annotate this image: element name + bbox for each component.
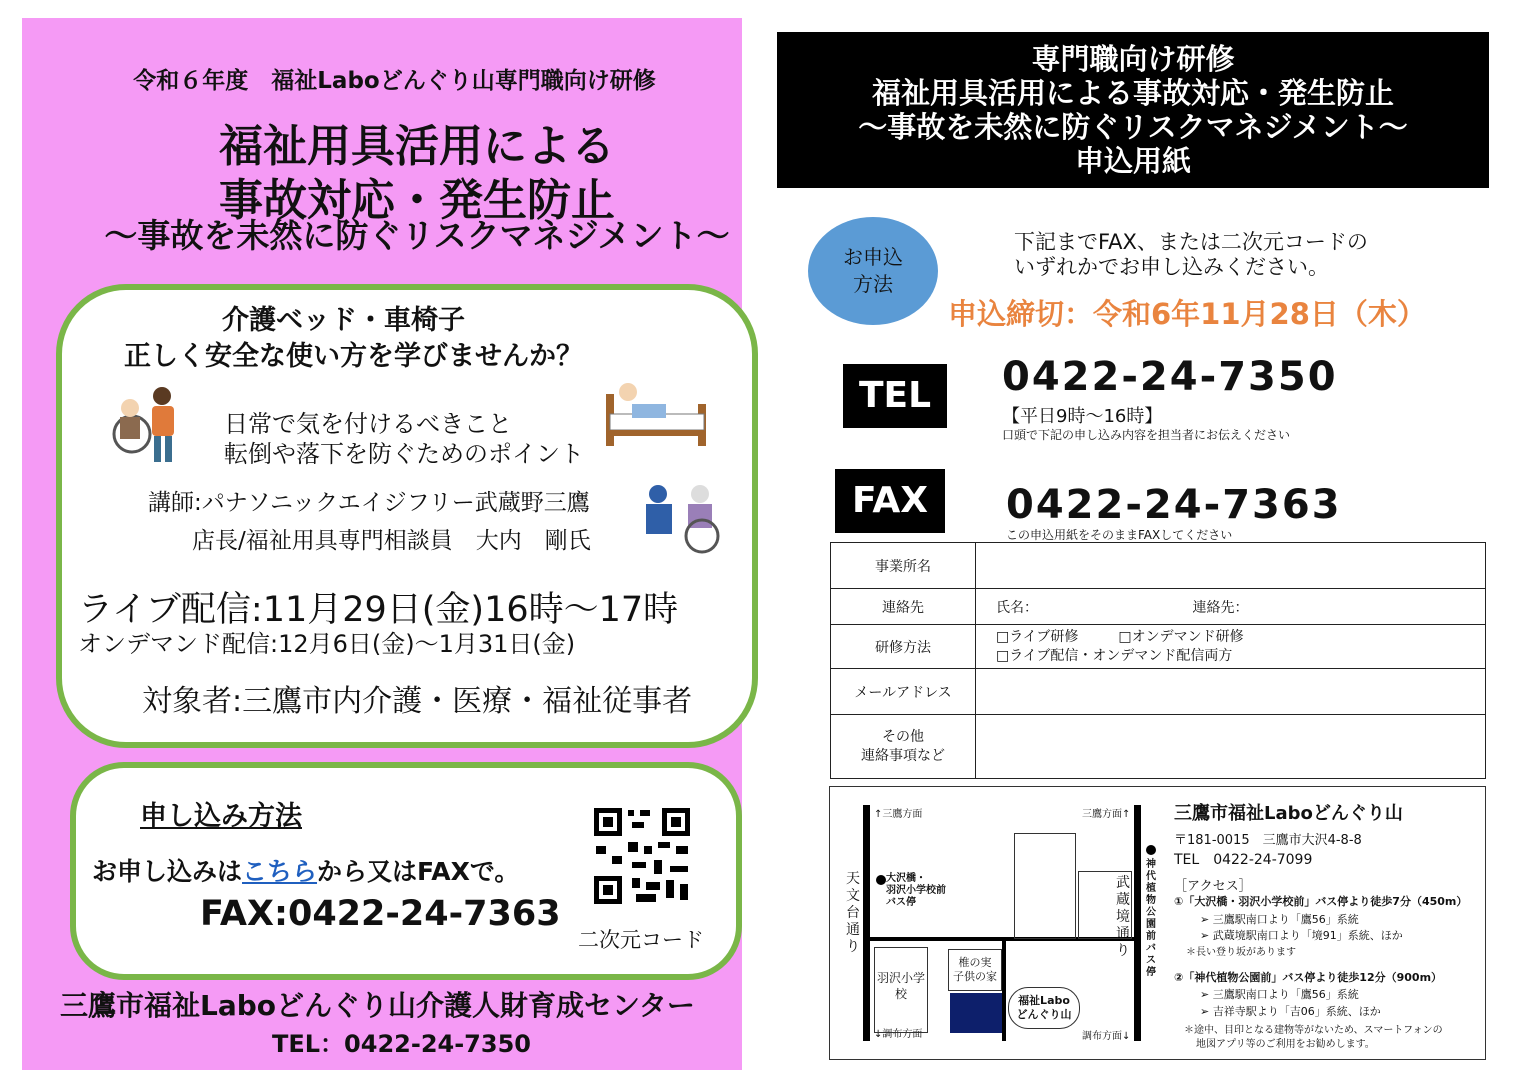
lecturer-line1: 講師:パナソニックエイジフリー武蔵野三鷹 xyxy=(148,490,590,516)
apply-fax: FAX:0422-24-7363 xyxy=(200,894,561,934)
form-header-line4: 申込用紙 xyxy=(1074,144,1191,178)
bus-stop-right-label: 神代植物公園前バス停 xyxy=(1146,859,1156,978)
tel-number: 0422-24-7350 xyxy=(1002,354,1338,400)
other-label xyxy=(831,715,976,779)
flyer-title-line1: 福祉用具活用による xyxy=(219,121,615,172)
map-note1: ＊途中、目印となる建物等がないため、スマートフォンの xyxy=(1184,1025,1443,1036)
apply-text xyxy=(92,852,519,888)
labo-label-bubble xyxy=(1008,987,1080,1029)
bus-stop-left-line1: 大沢橋・ xyxy=(886,873,926,884)
route1: ①「大沢橋・羽沢小学校前」バス停より徒歩7分（450m） xyxy=(1174,895,1468,908)
bottom-left-direction: ↓調布方面 xyxy=(874,1029,923,1040)
caregiver-wheelchair-illustration xyxy=(108,384,184,468)
school-label: 羽沢小学校 xyxy=(876,971,925,1001)
ondemand-schedule: オンデマンド配信:12月6日(金)～1月31日(金) xyxy=(78,630,576,658)
apply-prefix: お申し込みは xyxy=(92,857,243,886)
contact-input[interactable] xyxy=(976,589,1486,625)
bus-stop-left-line3: バス停 xyxy=(886,897,916,908)
apply-suffix: から又はFAXで。 xyxy=(317,857,520,886)
lecturer-line2: 店長/福祉用具専門相談員 大内 剛氏 xyxy=(192,528,591,554)
top-left-direction: ↑三鷹方面 xyxy=(874,809,923,820)
email-label: メールアドレス xyxy=(831,669,976,715)
deadline: 申込締切：令和6年11月28日（木） xyxy=(948,297,1426,331)
other-label-line1: その他 xyxy=(882,728,924,745)
contact-label: 連絡先 xyxy=(831,589,976,625)
map-postal: 〒181-0015 三鷹市大沢4-8-8 xyxy=(1174,833,1362,848)
form-header-line2: 福祉用具活用による事故対応・発生防止 xyxy=(871,76,1394,110)
repair-staff-illustration xyxy=(640,480,726,556)
point-1: 日常で気を付けるべきこと xyxy=(224,410,512,438)
method-text2: いずれかでお申し込みください。 xyxy=(1014,255,1329,279)
apply-method-box xyxy=(70,762,742,980)
bed-illustration xyxy=(602,374,712,450)
access-map xyxy=(829,786,1486,1060)
route2b: ➢ 吉祥寺駅より「吉06」系統、ほか xyxy=(1200,1005,1381,1018)
labo-label-line2: どんぐり山 xyxy=(1016,1008,1072,1021)
top-right-direction: 三鷹方面↑ xyxy=(1082,809,1131,820)
apply-heading: 申し込み方法 xyxy=(140,801,302,832)
map-org-name: 三鷹市福祉Laboどんぐり山 xyxy=(1174,803,1403,824)
kids-house-line2: 子供の家 xyxy=(953,970,997,983)
kids-house-line1: 椎の実 xyxy=(958,956,992,969)
method-options xyxy=(976,625,1486,669)
method-circle-line1: お申込 xyxy=(843,245,903,269)
road-right-label: 武蔵境通り xyxy=(1116,875,1130,959)
route1a: ➢ 三鷹駅南口より「鷹56」系統 xyxy=(1200,913,1359,926)
form-header xyxy=(777,32,1489,188)
target-audience: 対象者:三鷹市内介護・医療・福祉従事者 xyxy=(142,684,693,719)
form-header-line1: 専門職向け研修 xyxy=(1031,42,1235,76)
map-block2 xyxy=(1078,871,1132,939)
point-2: 転倒や落下を防ぐためのポイント xyxy=(224,440,584,468)
flyer-subtitle: 令和６年度 福祉Laboどんぐり山専門職向け研修 xyxy=(133,68,656,94)
fax-number: 0422-24-7363 xyxy=(1006,482,1342,528)
email-input[interactable] xyxy=(976,669,1486,715)
course-info-box xyxy=(56,284,758,748)
map-block1 xyxy=(1014,833,1076,939)
bus-stop-left-marker xyxy=(876,875,886,885)
application-form-table xyxy=(830,542,1486,779)
other-input[interactable] xyxy=(976,715,1486,779)
course-heading1: 介護ベッド・車椅子 xyxy=(222,305,465,336)
option-live-checkbox[interactable]: □ライブ研修 xyxy=(996,628,1079,645)
bottom-right-direction: 調布方面↓ xyxy=(1082,1031,1131,1042)
flyer-title-line3: ～事故を未然に防ぐリスクマネジメント～ xyxy=(104,216,730,255)
apply-link[interactable]: こちら xyxy=(242,857,318,886)
map-tel: TEL 0422-24-7099 xyxy=(1174,852,1313,868)
bus-stop-right-marker xyxy=(1146,845,1156,855)
method-circle xyxy=(808,217,938,325)
footer-org: 三鷹市福祉Laboどんぐり山介護人財育成センター xyxy=(60,989,695,1022)
bus-stop-left-label xyxy=(886,873,946,909)
qr-code-icon[interactable] xyxy=(592,806,692,906)
fax-label: FAX xyxy=(835,469,945,533)
course-heading2: 正しく安全な使い方を学びませんか？ xyxy=(124,341,583,372)
labo-location-marker xyxy=(950,993,1002,1033)
other-label-line2: 連絡事項など xyxy=(861,747,945,764)
flyer-title-line2: 事故対応・発生防止 xyxy=(219,175,615,226)
form-header-line3: ～事故を未然に防ぐリスクマネジメント～ xyxy=(858,110,1408,144)
road-left-label: 天文台通り xyxy=(846,871,860,955)
labo-label-line1: 福祉Labo xyxy=(1018,994,1070,1007)
footer-tel: TEL：0422-24-7350 xyxy=(272,1030,531,1058)
map-access-heading: ［アクセス］ xyxy=(1174,879,1252,894)
route1c: ＊長い登り坂があります xyxy=(1186,947,1296,958)
tel-label: TEL xyxy=(843,364,947,428)
option-ondemand-checkbox[interactable]: □オンデマンド研修 xyxy=(1118,628,1244,645)
tel-hours: 【平日9時～16時】 xyxy=(1002,406,1163,427)
kids-house-block xyxy=(948,949,1002,991)
contact-field-label: 連絡先： xyxy=(1192,599,1249,616)
office-label: 事業所名 xyxy=(831,543,976,589)
office-input[interactable] xyxy=(976,543,1486,589)
live-schedule: ライブ配信:11月29日(金)16時～17時 xyxy=(78,590,679,630)
route2a: ➢ 三鷹駅南口より「鷹56」系統 xyxy=(1200,988,1359,1001)
road-right xyxy=(1134,805,1141,1041)
school-block xyxy=(874,947,928,1033)
bus-stop-left-line2: 羽沢小学校前 xyxy=(886,885,946,896)
method-text1: 下記までFAX、または二次元コードの xyxy=(1014,230,1368,254)
route2: ②「神代植物公園前」バス停より徒歩12分（900m） xyxy=(1174,971,1443,984)
map-note2: 地図アプリ等のご利用をお勧めします。 xyxy=(1196,1039,1375,1050)
flyer-panel xyxy=(22,18,742,1070)
option-both-checkbox[interactable]: □ライブ配信・オンデマンド配信両方 xyxy=(996,647,1233,664)
qr-label: 二次元コード xyxy=(578,928,704,952)
method-circle-line2: 方法 xyxy=(853,272,893,296)
method-label: 研修方法 xyxy=(831,625,976,669)
tel-note: 口頭で下記の申し込み内容を担当者にお伝えください xyxy=(1002,428,1291,442)
route1b: ➢ 武蔵境駅南口より「境91」系統、ほか xyxy=(1200,929,1403,942)
road-left xyxy=(863,805,870,1041)
name-field-label: 氏名： xyxy=(996,599,1038,616)
fax-note: この申込用紙をそのままFAXしてください xyxy=(1006,528,1233,542)
road-side xyxy=(1002,937,1006,1041)
